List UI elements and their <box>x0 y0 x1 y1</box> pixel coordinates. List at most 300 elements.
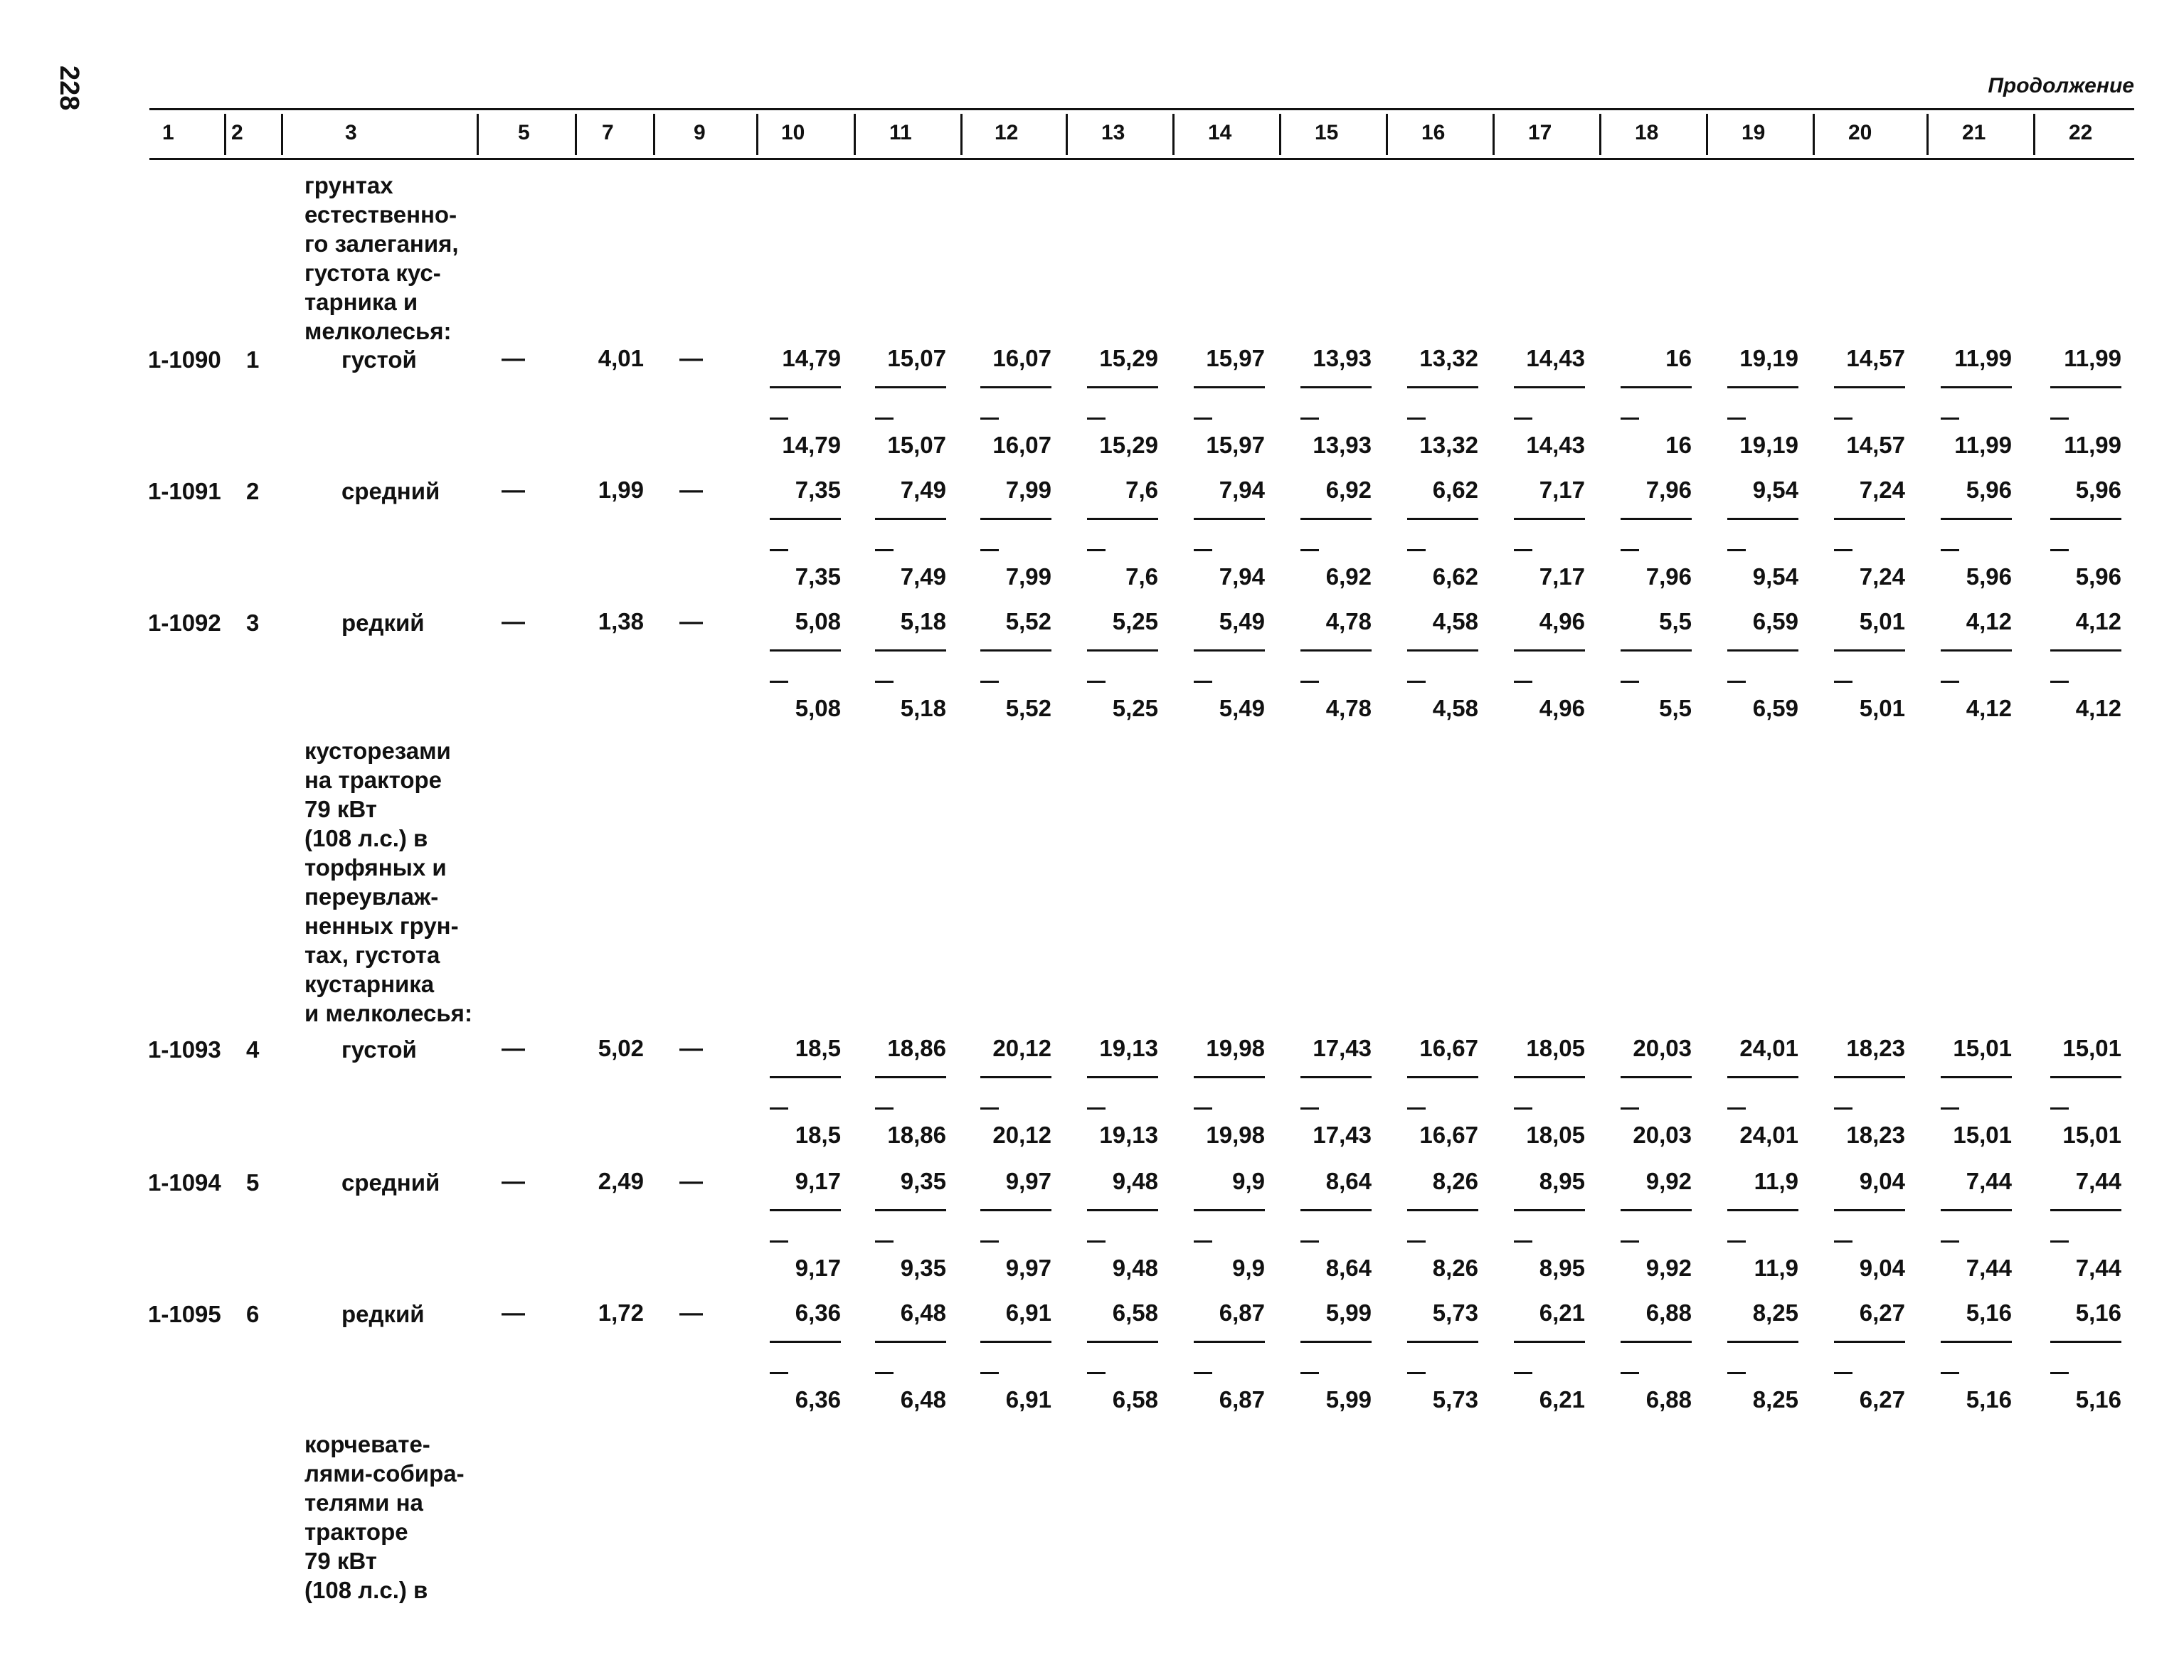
fraction-numerator: 13,93 <box>1313 345 1372 371</box>
fraction-bar <box>1834 386 1905 388</box>
fraction-numerator: 19,19 <box>1739 345 1798 371</box>
fraction-numerator: 6,48 <box>900 1299 946 1326</box>
row-name: густой <box>341 346 417 373</box>
fraction-dash <box>1300 1240 1319 1243</box>
fraction-dash <box>2050 549 2069 551</box>
fraction-dash <box>1407 681 1426 683</box>
fraction-numerator: 7,49 <box>900 477 946 503</box>
header-col-14: 14 <box>1208 121 1232 144</box>
fraction-numerator: 8,25 <box>1752 1299 1798 1326</box>
row-name: средний <box>341 478 440 504</box>
fraction-bar <box>1087 386 1158 388</box>
row-col7: 1,99 <box>598 477 644 503</box>
header-col-20: 20 <box>1848 121 1872 144</box>
fraction-dash <box>1087 1240 1106 1243</box>
fraction-numerator: 11,99 <box>1954 345 2012 371</box>
fraction-bar <box>1300 649 1372 652</box>
fraction-bar <box>2050 386 2121 388</box>
fraction-denominator: 9,35 <box>900 1255 946 1281</box>
fraction-denominator: 9,97 <box>1005 1255 1051 1281</box>
fraction-dash <box>1194 1372 1212 1374</box>
header-col-12: 12 <box>995 121 1019 144</box>
row-col5: — <box>502 1035 525 1061</box>
fraction-numerator: 7,44 <box>1966 1168 2012 1194</box>
header-top-rule <box>149 108 2134 110</box>
header-separator <box>854 114 856 155</box>
fraction-dash <box>980 549 999 551</box>
header-col-3: 3 <box>345 121 357 144</box>
fraction-denominator: 5,73 <box>1432 1386 1478 1413</box>
fraction-denominator: 6,27 <box>1859 1386 1905 1413</box>
fraction-dash <box>1727 1372 1746 1374</box>
section-intro-line: естественно- <box>304 201 457 228</box>
fraction-bar <box>875 649 946 652</box>
fraction-numerator: 4,78 <box>1325 608 1372 634</box>
fraction-denominator: 4,12 <box>1966 695 2012 721</box>
fraction-denominator: 11,99 <box>1954 432 2012 458</box>
row-col5: — <box>502 1168 525 1194</box>
fraction-denominator: 8,25 <box>1752 1386 1798 1413</box>
fraction-denominator: 18,86 <box>887 1122 946 1148</box>
fraction-denominator: 5,5 <box>1659 695 1692 721</box>
row-code: 1-1093 <box>148 1036 221 1063</box>
fraction-dash <box>1727 1107 1746 1110</box>
fraction-denominator: 15,29 <box>1099 432 1158 458</box>
fraction-dash <box>1834 1240 1852 1243</box>
fraction-bar <box>2050 1209 2121 1211</box>
fraction-bar <box>1621 386 1692 388</box>
fraction-dash <box>980 1372 999 1374</box>
section-intro-line: го залегания, <box>304 230 459 257</box>
fraction-numerator: 11,99 <box>2064 345 2121 371</box>
fraction-numerator: 5,08 <box>795 608 841 634</box>
fraction-denominator: 19,13 <box>1099 1122 1158 1148</box>
fraction-numerator: 18,05 <box>1526 1035 1585 1061</box>
fraction-numerator: 9,48 <box>1112 1168 1158 1194</box>
fraction-bar <box>770 649 841 652</box>
fraction-numerator: 5,96 <box>1966 477 2012 503</box>
fraction-denominator: 15,07 <box>887 432 946 458</box>
fraction-dash <box>770 1240 788 1243</box>
fraction-dash <box>1941 1240 1959 1243</box>
header-col-22: 22 <box>2069 121 2093 144</box>
fraction-bar <box>1194 518 1265 520</box>
fraction-bar <box>770 1209 841 1211</box>
fraction-numerator: 16,07 <box>992 345 1051 371</box>
fraction-denominator: 19,19 <box>1739 432 1798 458</box>
fraction-dash <box>875 1107 894 1110</box>
fraction-denominator: 5,08 <box>795 695 841 721</box>
fraction-numerator: 15,07 <box>887 345 946 371</box>
fraction-numerator: 5,49 <box>1219 608 1265 634</box>
fraction-bar <box>980 1076 1051 1078</box>
fraction-bar <box>1941 386 2012 388</box>
fraction-denominator: 4,96 <box>1539 695 1585 721</box>
fraction-bar <box>2050 1076 2121 1078</box>
fraction-numerator: 14,57 <box>1846 345 1905 371</box>
fraction-dash <box>1727 1240 1746 1243</box>
header-col-11: 11 <box>889 121 912 144</box>
section-intro-line: переувлаж- <box>304 883 439 910</box>
fraction-bar <box>875 1209 946 1211</box>
fraction-dash <box>980 418 999 420</box>
fraction-denominator: 7,99 <box>1005 563 1051 590</box>
fraction-dash <box>1941 418 1959 420</box>
fraction-numerator: 18,5 <box>795 1035 841 1061</box>
fraction-dash <box>2050 1240 2069 1243</box>
fraction-bar <box>980 1341 1051 1343</box>
fraction-denominator: 8,64 <box>1325 1255 1372 1281</box>
fraction-dash <box>1300 549 1319 551</box>
section-intro-line: густота кус- <box>304 260 441 286</box>
header-col-19: 19 <box>1742 121 1766 144</box>
fraction-dash <box>1621 418 1639 420</box>
section-intro-line: (108 л.с.) в <box>304 825 428 851</box>
fraction-bar <box>1941 649 2012 652</box>
header-separator <box>1926 114 1929 155</box>
fraction-numerator: 5,16 <box>2075 1299 2121 1326</box>
fraction-numerator: 4,12 <box>2075 608 2121 634</box>
fraction-numerator: 18,23 <box>1846 1035 1905 1061</box>
fraction-bar <box>1514 386 1585 388</box>
fraction-bar <box>1941 1341 2012 1343</box>
header-separator <box>960 114 963 155</box>
fraction-dash <box>1514 418 1532 420</box>
section-intro-line: телями на <box>304 1489 423 1516</box>
row-col9: — <box>679 1168 703 1194</box>
fraction-numerator: 7,6 <box>1125 477 1158 503</box>
fraction-numerator: 15,01 <box>1953 1035 2012 1061</box>
section-intro-line: торфяных и <box>304 854 447 881</box>
fraction-denominator: 5,96 <box>2075 563 2121 590</box>
fraction-dash <box>1514 1372 1532 1374</box>
row-code: 1-1091 <box>148 478 221 504</box>
fraction-dash <box>1941 1107 1959 1110</box>
header-separator <box>1386 114 1388 155</box>
fraction-denominator: 6,58 <box>1112 1386 1158 1413</box>
header-separator <box>756 114 758 155</box>
fraction-numerator: 6,87 <box>1219 1299 1265 1326</box>
fraction-dash <box>1407 418 1426 420</box>
section-intro-line: на тракторе <box>304 767 442 793</box>
fraction-bar <box>1087 1209 1158 1211</box>
fraction-bar <box>1407 1076 1478 1078</box>
row-col5: — <box>502 477 525 503</box>
fraction-denominator: 6,36 <box>795 1386 841 1413</box>
fraction-denominator: 24,01 <box>1739 1122 1798 1148</box>
fraction-numerator: 5,25 <box>1112 608 1158 634</box>
fraction-bar <box>1514 1209 1585 1211</box>
fraction-numerator: 6,58 <box>1112 1299 1158 1326</box>
row-code: 1-1090 <box>148 346 221 373</box>
fraction-dash <box>1621 549 1639 551</box>
fraction-dash <box>1727 418 1746 420</box>
fraction-numerator: 24,01 <box>1739 1035 1798 1061</box>
fraction-numerator: 7,35 <box>795 477 841 503</box>
fraction-numerator: 5,01 <box>1859 608 1905 634</box>
fraction-dash <box>1621 681 1639 683</box>
fraction-bar <box>1194 1076 1265 1078</box>
fraction-bar <box>1194 386 1265 388</box>
fraction-dash <box>1087 1107 1106 1110</box>
fraction-denominator: 9,04 <box>1859 1255 1905 1281</box>
fraction-denominator: 6,88 <box>1645 1386 1692 1413</box>
fraction-denominator: 5,52 <box>1005 695 1051 721</box>
fraction-dash <box>980 1107 999 1110</box>
row-col7: 5,02 <box>598 1035 644 1061</box>
section-intro-line: 79 кВт <box>304 1548 377 1574</box>
fraction-bar <box>1834 649 1905 652</box>
fraction-numerator: 6,21 <box>1539 1299 1585 1326</box>
fraction-denominator: 11,99 <box>2064 432 2121 458</box>
fraction-numerator: 9,9 <box>1232 1168 1265 1194</box>
fraction-denominator: 18,5 <box>795 1122 841 1148</box>
fraction-numerator: 18,86 <box>887 1035 946 1061</box>
row-col9: — <box>679 345 703 371</box>
header-col-17: 17 <box>1528 121 1552 144</box>
fraction-numerator: 5,52 <box>1005 608 1051 634</box>
fraction-bar <box>1194 649 1265 652</box>
fraction-denominator: 15,97 <box>1206 432 1265 458</box>
fraction-numerator: 4,12 <box>1966 608 2012 634</box>
fraction-dash <box>875 549 894 551</box>
header-col-5: 5 <box>518 121 530 144</box>
fraction-bar <box>1727 1209 1798 1211</box>
fraction-bar <box>1941 1076 2012 1078</box>
fraction-denominator: 4,78 <box>1325 695 1372 721</box>
fraction-bar <box>1514 1076 1585 1078</box>
fraction-bar <box>1300 386 1372 388</box>
row-col7: 1,72 <box>598 1299 644 1326</box>
fraction-denominator: 5,16 <box>1966 1386 2012 1413</box>
page-number: 228 <box>54 65 84 111</box>
fraction-numerator: 20,12 <box>992 1035 1051 1061</box>
fraction-numerator: 7,94 <box>1219 477 1265 503</box>
fraction-bar <box>1941 1209 2012 1211</box>
fraction-dash <box>1194 1240 1212 1243</box>
fraction-denominator: 6,21 <box>1539 1386 1585 1413</box>
fraction-denominator: 8,95 <box>1539 1255 1585 1281</box>
fraction-bar <box>875 1076 946 1078</box>
fraction-bar <box>1621 1341 1692 1343</box>
fraction-dash <box>2050 1107 2069 1110</box>
header-bottom-rule <box>149 158 2134 160</box>
fraction-numerator: 7,99 <box>1005 477 1051 503</box>
fraction-denominator: 6,59 <box>1752 695 1798 721</box>
fraction-bar <box>1514 518 1585 520</box>
row-code: 1-1095 <box>148 1301 221 1327</box>
fraction-numerator: 4,96 <box>1539 608 1585 634</box>
fraction-bar <box>1407 1341 1478 1343</box>
fraction-dash <box>980 1240 999 1243</box>
fraction-dash <box>1514 1107 1532 1110</box>
header-separator <box>1493 114 1495 155</box>
fraction-numerator: 14,79 <box>782 345 841 371</box>
fraction-bar <box>1087 1341 1158 1343</box>
fraction-denominator: 7,6 <box>1125 563 1158 590</box>
fraction-denominator: 6,87 <box>1219 1386 1265 1413</box>
section-intro-line: и мелколесья: <box>304 1000 472 1026</box>
section-intro-line: лями-собира- <box>304 1460 465 1487</box>
fraction-dash <box>1727 549 1746 551</box>
section-intro-line: 79 кВт <box>304 796 377 822</box>
fraction-denominator: 5,01 <box>1859 695 1905 721</box>
fraction-dash <box>1834 418 1852 420</box>
fraction-denominator: 17,43 <box>1313 1122 1372 1148</box>
fraction-bar <box>1621 1076 1692 1078</box>
fraction-bar <box>980 518 1051 520</box>
fraction-dash <box>1407 549 1426 551</box>
fraction-denominator: 7,96 <box>1645 563 1692 590</box>
fraction-bar <box>1621 1209 1692 1211</box>
fraction-dash <box>1300 681 1319 683</box>
fraction-numerator: 19,98 <box>1206 1035 1265 1061</box>
row-code: 1-1092 <box>148 610 221 636</box>
fraction-numerator: 7,44 <box>2075 1168 2121 1194</box>
fraction-bar <box>1087 518 1158 520</box>
header-separator <box>1599 114 1601 155</box>
fraction-bar <box>875 386 946 388</box>
fraction-bar <box>980 649 1051 652</box>
header-separator <box>281 114 283 155</box>
header-col-10: 10 <box>781 121 805 144</box>
fraction-dash <box>1514 549 1532 551</box>
fraction-dash <box>1941 1372 1959 1374</box>
fraction-denominator: 13,32 <box>1419 432 1478 458</box>
fraction-numerator: 5,18 <box>900 608 946 634</box>
row-number: 3 <box>246 610 260 636</box>
fraction-numerator: 9,35 <box>900 1168 946 1194</box>
fraction-numerator: 9,17 <box>795 1168 841 1194</box>
row-col7: 4,01 <box>598 345 644 371</box>
fraction-numerator: 6,59 <box>1752 608 1798 634</box>
fraction-dash <box>1300 418 1319 420</box>
fraction-numerator: 15,29 <box>1099 345 1158 371</box>
header-col-9: 9 <box>694 121 706 144</box>
row-number: 1 <box>246 346 260 373</box>
fraction-denominator: 16,07 <box>992 432 1051 458</box>
header-separator <box>1813 114 1815 155</box>
fraction-dash <box>1834 1372 1852 1374</box>
row-name: редкий <box>341 610 425 636</box>
fraction-denominator: 13,93 <box>1313 432 1372 458</box>
fraction-numerator: 8,26 <box>1432 1168 1478 1194</box>
fraction-dash <box>1194 418 1212 420</box>
fraction-numerator: 9,04 <box>1859 1168 1905 1194</box>
fraction-bar <box>1727 1076 1798 1078</box>
fraction-denominator: 9,54 <box>1752 563 1798 590</box>
header-col-1: 1 <box>162 121 174 144</box>
fraction-bar <box>1300 1076 1372 1078</box>
fraction-numerator: 7,17 <box>1539 477 1585 503</box>
fraction-bar <box>1514 1341 1585 1343</box>
fraction-denominator: 8,26 <box>1432 1255 1478 1281</box>
fraction-dash <box>1087 1372 1106 1374</box>
fraction-denominator: 7,94 <box>1219 563 1265 590</box>
row-col5: — <box>502 345 525 371</box>
fraction-bar <box>1407 649 1478 652</box>
header-col-13: 13 <box>1101 121 1125 144</box>
row-number: 2 <box>246 478 260 504</box>
continuation-label: Продолжение <box>1988 74 2134 97</box>
fraction-denominator: 7,49 <box>900 563 946 590</box>
fraction-denominator: 6,48 <box>900 1386 946 1413</box>
section-intro-line: корчевате- <box>304 1431 430 1457</box>
header-col-16: 16 <box>1421 121 1446 144</box>
fraction-numerator: 20,03 <box>1633 1035 1692 1061</box>
section-intro-line: тах, густота <box>304 942 440 968</box>
fraction-numerator: 19,13 <box>1099 1035 1158 1061</box>
fraction-dash <box>1194 681 1212 683</box>
fraction-numerator: 5,96 <box>2075 477 2121 503</box>
row-name: густой <box>341 1036 417 1063</box>
fraction-bar <box>1727 649 1798 652</box>
fraction-numerator: 16,67 <box>1419 1035 1478 1061</box>
fraction-bar <box>875 1341 946 1343</box>
fraction-denominator: 9,17 <box>795 1255 841 1281</box>
fraction-bar <box>980 386 1051 388</box>
fraction-bar <box>1621 649 1692 652</box>
fraction-bar <box>1514 649 1585 652</box>
fraction-numerator: 13,32 <box>1419 345 1478 371</box>
fraction-dash <box>1407 1107 1426 1110</box>
row-col7: 1,38 <box>598 608 644 634</box>
fraction-bar <box>1834 1341 1905 1343</box>
fraction-numerator: 6,36 <box>795 1299 841 1326</box>
fraction-dash <box>770 681 788 683</box>
fraction-denominator: 5,49 <box>1219 695 1265 721</box>
fraction-dash <box>1621 1107 1639 1110</box>
fraction-numerator: 6,62 <box>1432 477 1478 503</box>
fraction-bar <box>2050 649 2121 652</box>
fraction-bar <box>980 1209 1051 1211</box>
fraction-dash <box>770 549 788 551</box>
row-number: 5 <box>246 1169 260 1196</box>
fraction-numerator: 8,64 <box>1325 1168 1372 1194</box>
header-separator <box>1066 114 1068 155</box>
fraction-dash <box>1514 681 1532 683</box>
fraction-numerator: 9,92 <box>1645 1168 1692 1194</box>
fraction-dash <box>1727 681 1746 683</box>
fraction-denominator: 4,58 <box>1432 695 1478 721</box>
fraction-dash <box>875 1372 894 1374</box>
fraction-denominator: 9,92 <box>1645 1255 1692 1281</box>
fraction-numerator: 5,73 <box>1432 1299 1478 1326</box>
fraction-bar <box>2050 1341 2121 1343</box>
header-separator <box>1172 114 1175 155</box>
section-intro-line: кусторезами <box>304 738 451 764</box>
row-number: 6 <box>246 1301 260 1327</box>
fraction-denominator: 5,25 <box>1112 695 1158 721</box>
fraction-dash <box>1300 1107 1319 1110</box>
fraction-denominator: 20,03 <box>1633 1122 1692 1148</box>
fraction-denominator: 7,44 <box>1966 1255 2012 1281</box>
fraction-denominator: 5,18 <box>900 695 946 721</box>
fraction-dash <box>1834 681 1852 683</box>
fraction-bar <box>1834 1209 1905 1211</box>
fraction-bar <box>2050 518 2121 520</box>
header-separator <box>653 114 655 155</box>
fraction-bar <box>1300 1209 1372 1211</box>
fraction-dash <box>1834 549 1852 551</box>
header-separator <box>477 114 479 155</box>
fraction-dash <box>1087 418 1106 420</box>
fraction-denominator: 16 <box>1665 432 1692 458</box>
fraction-numerator: 4,58 <box>1432 608 1478 634</box>
header-col-18: 18 <box>1635 121 1659 144</box>
fraction-bar <box>1834 518 1905 520</box>
fraction-numerator: 17,43 <box>1313 1035 1372 1061</box>
